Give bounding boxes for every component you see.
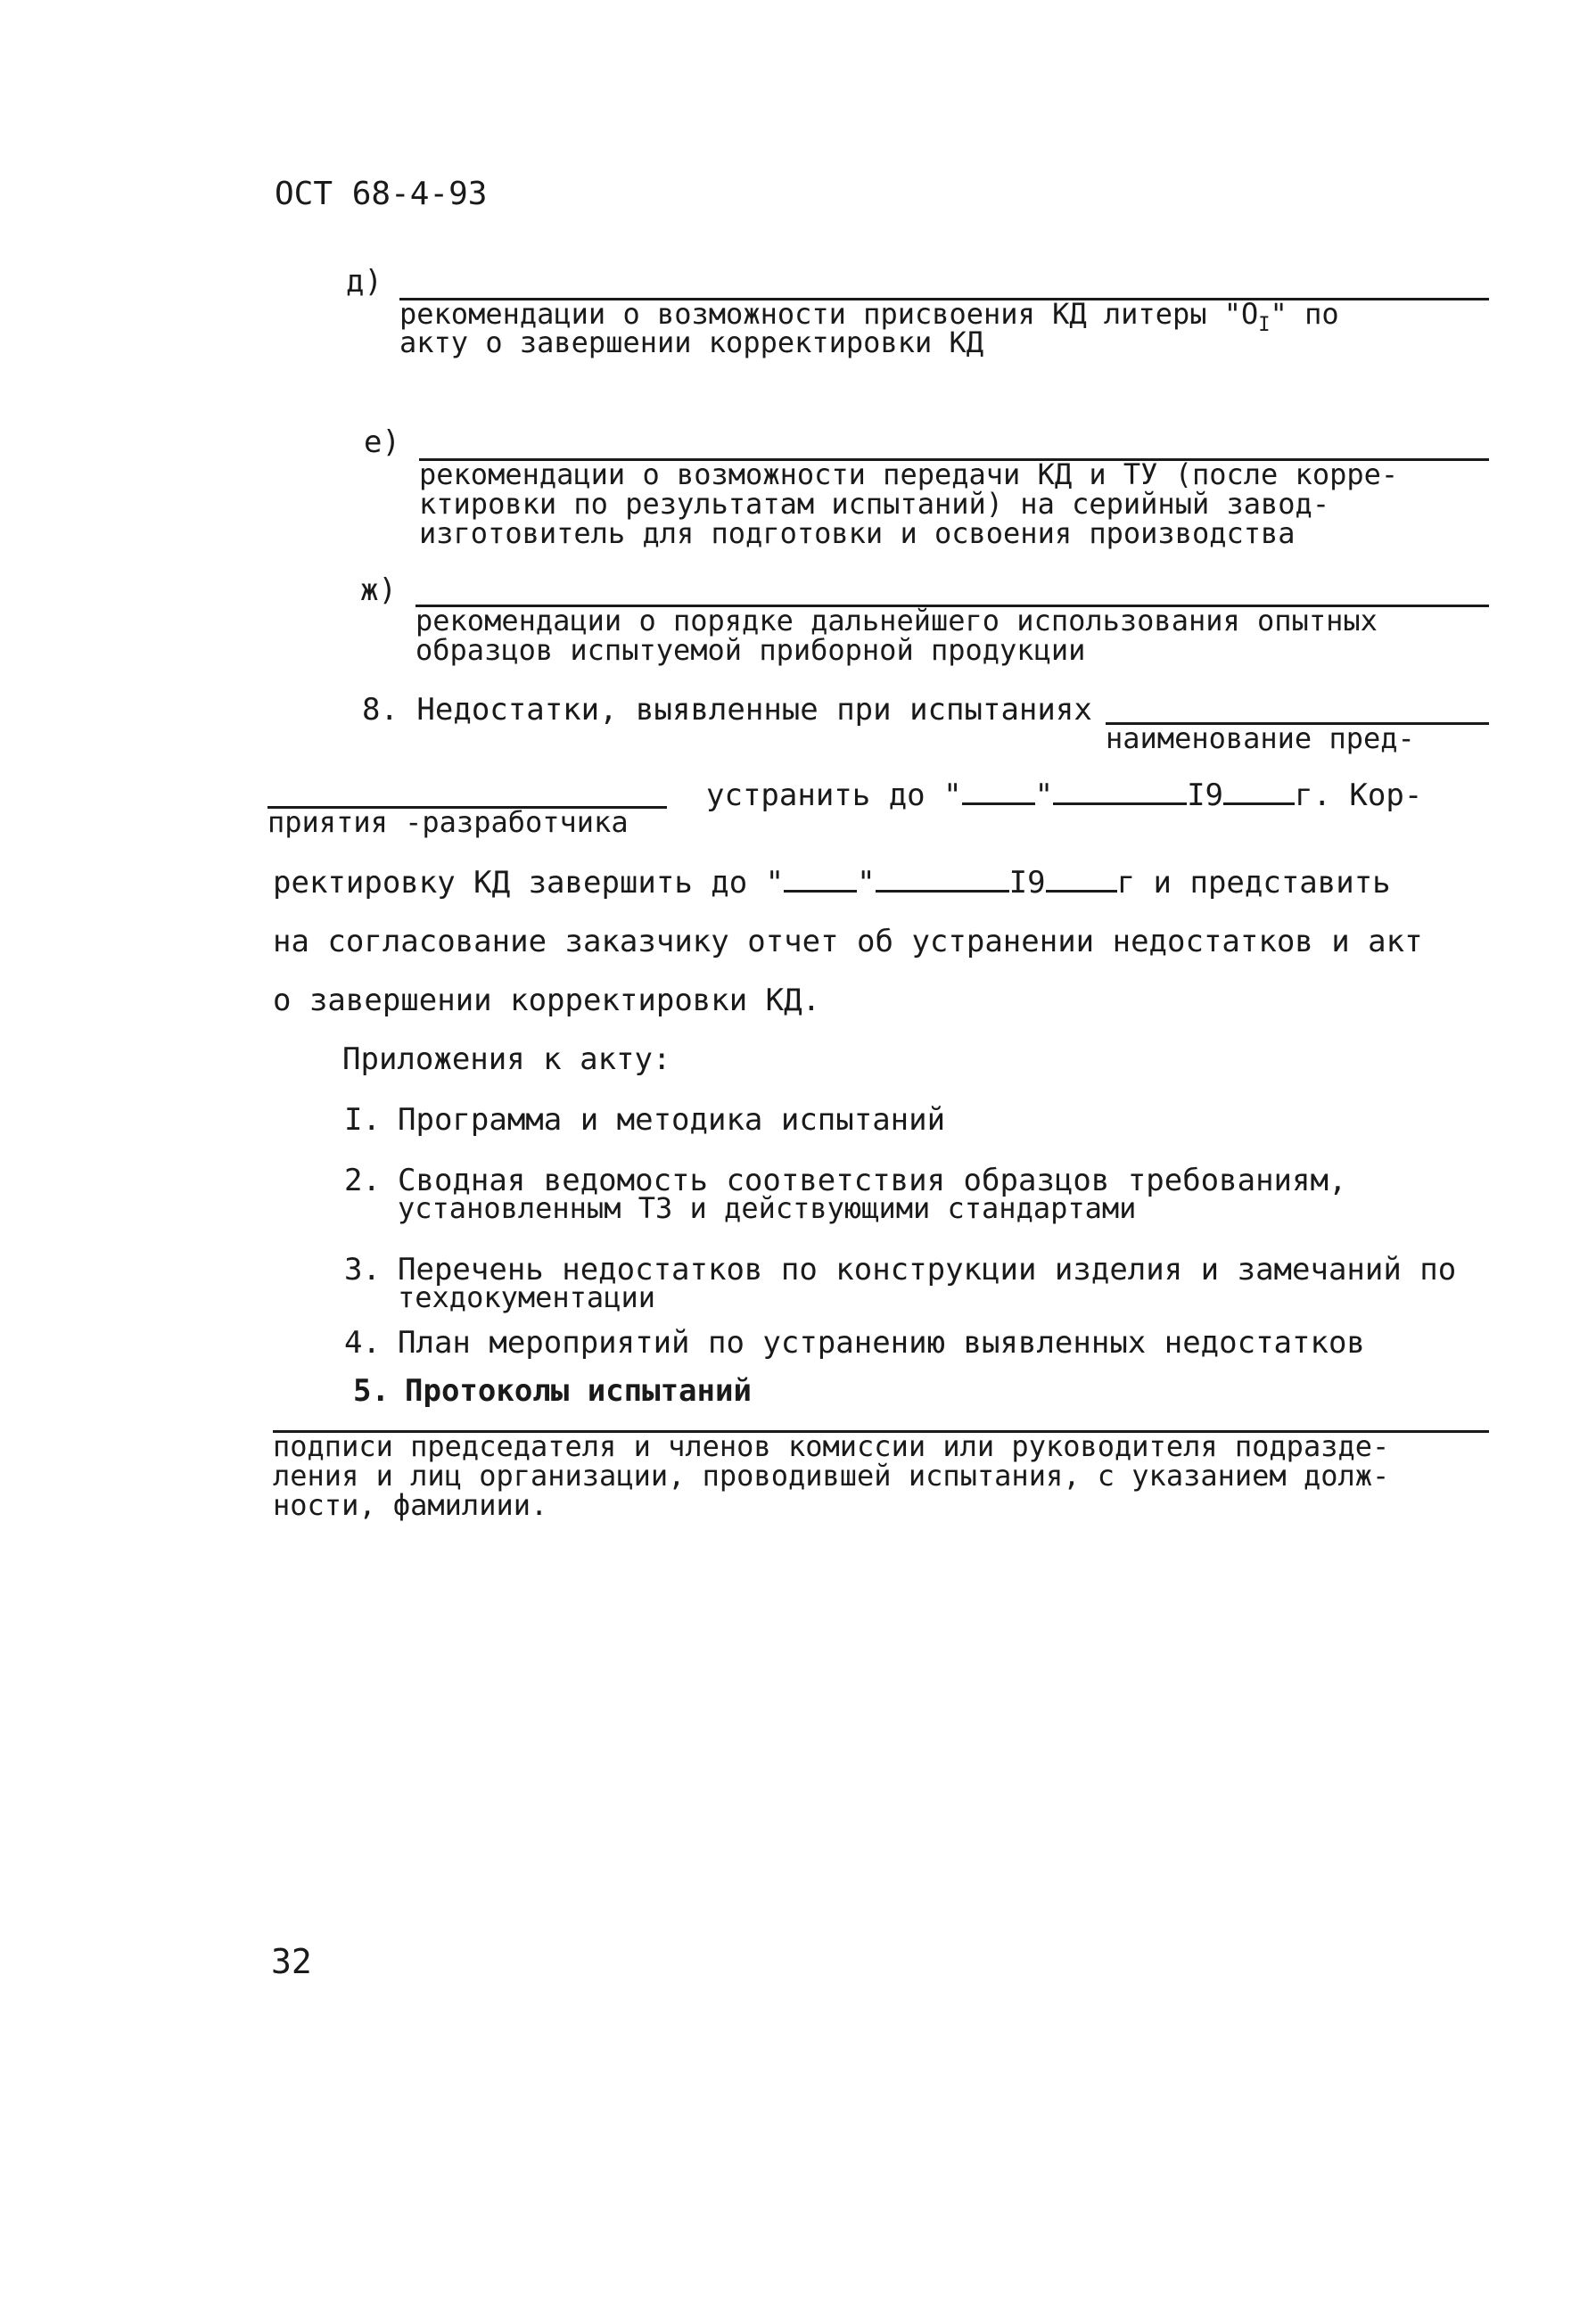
day-blank-1 xyxy=(962,779,1035,805)
quote-mark: " xyxy=(1034,778,1054,813)
day-blank-2 xyxy=(784,867,857,893)
signature-caption-line3: ности, фамилиии. xyxy=(273,1488,548,1522)
eliminate-label: устранить до " xyxy=(706,778,962,813)
quote-mark-2: " xyxy=(857,865,876,901)
appendix-5-text: Протоколы испытаний xyxy=(405,1373,752,1409)
appendix-3-text-line1: Перечень недостатков по конструкции изделия и замечаний по xyxy=(398,1252,1457,1288)
item-d-text: рекомендации о возможности присвоения КД литеры "О xyxy=(399,297,1259,331)
section-8-line-4: на согласование заказчику отчет об устранении недостатков и акт xyxy=(273,924,1423,959)
section-8-caption-enterprise: наименование пред- xyxy=(1106,721,1415,755)
year-blank-2 xyxy=(1046,867,1117,893)
appendix-2-text-line2: установленным ТЗ и действующими стандартами xyxy=(398,1191,1137,1225)
section-8-deadline-row xyxy=(706,778,1422,813)
year-prefix-2: I9 xyxy=(1008,865,1046,901)
month-blank-1 xyxy=(1053,779,1187,805)
item-zh-caption-line2: образцов испытуемой приборной продукции xyxy=(415,633,1086,667)
document-code: ОСТ 68-4-93 xyxy=(275,176,488,212)
appendix-1-text: Программа и методика испытаний xyxy=(398,1102,946,1138)
appendix-5-number: 5. xyxy=(353,1373,390,1409)
signature-caption-line2: ления и лиц организации, проводившей испытания, с указанием долж- xyxy=(273,1459,1390,1493)
item-d-letter-subscript: I xyxy=(1258,314,1271,336)
item-d-caption-line2: акту о завершении корректировки КД xyxy=(399,325,984,359)
year-suffix-2: г и представить xyxy=(1116,865,1391,901)
year-suffix-1: г. Кор- xyxy=(1295,778,1423,813)
item-e-caption-line2: ктировки по результатам испытаний) на серийный завод- xyxy=(419,487,1330,521)
item-e-caption-line3: изготовитель для подготовки и освоения производства xyxy=(419,516,1296,550)
appendices-title: Приложения к акту: xyxy=(342,1041,671,1077)
month-blank-2 xyxy=(876,867,1009,893)
item-d-text-end: " по xyxy=(1270,297,1339,331)
year-prefix-1: I9 xyxy=(1187,778,1224,813)
correction-label: ректировку КД завершить до " xyxy=(273,865,785,901)
appendix-2-text-line1: Сводная ведомость соответствия образцов требованиям, xyxy=(398,1163,1347,1198)
item-e-marker: е) xyxy=(364,424,400,460)
section-8-line-5: о завершении корректировки КД. xyxy=(273,983,821,1018)
item-zh-caption-line1: рекомендации о порядке дальнейшего использования опытных xyxy=(415,604,1378,638)
appendix-2-number: 2. xyxy=(344,1163,381,1198)
section-8-heading: 8. Недостатки, выявленные при испытаниях xyxy=(362,692,1092,728)
section-8-caption-developer: приятия -разработчика xyxy=(267,805,629,839)
item-d-marker: д) xyxy=(346,264,383,300)
appendix-3-text-line2: техдокументации xyxy=(398,1280,655,1314)
appendix-4-text: План мероприятий по устранению выявленных недостатков xyxy=(398,1325,1365,1361)
appendix-1-number: I. xyxy=(344,1102,381,1138)
appendix-3-number: 3. xyxy=(344,1252,381,1288)
page-number: 32 xyxy=(271,1942,312,1981)
item-e-caption-line1: рекомендации о возможности передачи КД и ТУ (после корре- xyxy=(419,457,1399,491)
year-blank-1 xyxy=(1223,779,1295,805)
appendix-4-number: 4. xyxy=(344,1325,381,1361)
section-8-correction-row xyxy=(273,865,1391,901)
item-zh-marker: ж) xyxy=(360,572,397,608)
signature-caption-line1: подписи председателя и членов комиссии или руководителя подразде- xyxy=(273,1429,1390,1463)
